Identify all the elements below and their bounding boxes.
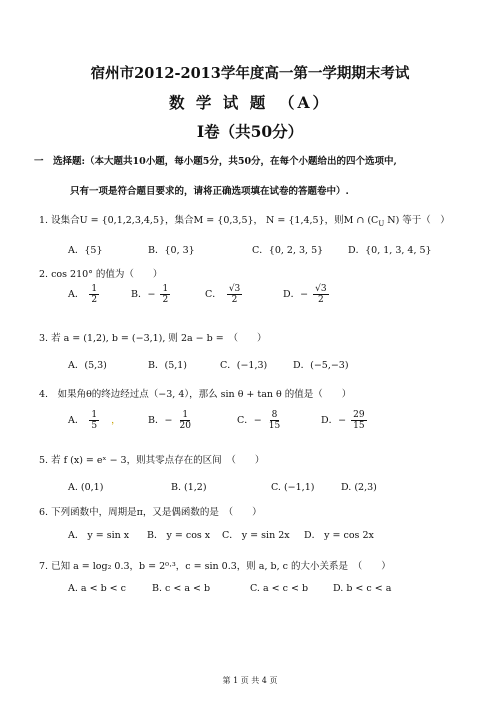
- section-instruction-line1: 一 选择题:（本大题共10小题，每小题5分，共50分，在每个小题给出的四个选项中,: [34, 156, 397, 167]
- fraction-numerator: 1: [162, 284, 169, 294]
- fraction: [227, 284, 242, 305]
- answer-option: A. a < b < c: [68, 583, 126, 594]
- answer-option: C. a < c < b: [250, 583, 309, 594]
- option-sign: −: [338, 415, 347, 426]
- fraction: [160, 284, 170, 305]
- page-footer: 第 1 页 共 4 页: [222, 676, 278, 685]
- answer-option: B. c < a < b: [152, 583, 211, 594]
- option-sign: −: [300, 289, 309, 300]
- answer-option: [68, 284, 101, 305]
- option-label: C．: [237, 415, 254, 426]
- fraction: [313, 284, 328, 305]
- complement-subscript: U: [378, 219, 385, 228]
- answer-option: [68, 410, 121, 431]
- question-stem-tail: N) 等于（ ）: [384, 215, 450, 226]
- option-sign: −: [164, 415, 173, 426]
- fraction-numerator: 8: [271, 410, 278, 420]
- option-label: D．: [321, 415, 339, 426]
- fraction-numerator: √3: [228, 284, 241, 294]
- fraction-denominator: 5: [91, 421, 98, 431]
- answer-option: [321, 410, 369, 431]
- answer-option: A． y = sin x: [68, 530, 130, 541]
- fraction-numerator: 1: [91, 284, 98, 294]
- answer-option: B. (1,2): [171, 482, 207, 493]
- section-instruction-line2: 只有一项是符合题目要求的，请将正确选项填在试卷的答题卷中）.: [70, 186, 349, 197]
- question-stem-text: 1. 设集合U = {0,1,2,3,4,5}，集合M = {0,3,5}， N = {1,4,5}，则M ∩ (C: [39, 215, 379, 226]
- fraction-denominator: 15: [268, 421, 281, 431]
- answer-option: C．{0, 2, 3, 5}: [252, 245, 324, 256]
- fraction-denominator: 2: [231, 295, 238, 305]
- answer-option: C．(−1,3): [220, 360, 268, 371]
- option-label: B．: [148, 415, 165, 426]
- option-trailing-mark: ，: [111, 415, 121, 426]
- answer-option: D．{0, 1, 3, 4, 5}: [348, 245, 432, 256]
- fraction-denominator: 20: [179, 421, 191, 431]
- answer-option: [131, 284, 172, 305]
- fraction-numerator: √3: [315, 284, 327, 294]
- question-stem: 6. 下列函数中，周期是π，又是偶函数的是 （ ）: [39, 507, 262, 518]
- option-label: D．: [283, 289, 301, 300]
- fraction-denominator: 15: [353, 421, 365, 431]
- fraction-numerator: 1: [182, 410, 189, 420]
- option-label: B．: [131, 289, 148, 300]
- question-stem: 3. 若 a = (1,2), b = (−3,1), 则 2a − b = （ ）: [39, 333, 267, 344]
- fraction-denominator: 2: [317, 295, 324, 305]
- fraction: [89, 410, 99, 431]
- option-label: A．: [68, 415, 85, 426]
- answer-option: B． y = cos x: [147, 530, 211, 541]
- option-sign: −: [147, 289, 156, 300]
- answer-option: [205, 284, 244, 305]
- option-label: A．: [68, 289, 85, 300]
- answer-option: C. (−1,1): [271, 482, 315, 493]
- fraction-numerator: 29: [353, 410, 365, 420]
- question-stem: 5. 若 f (x) = eˣ − 3，则其零点存在的区间 （ ）: [39, 455, 265, 466]
- answer-option: [148, 410, 195, 431]
- answer-option: A. (0,1): [68, 482, 104, 493]
- answer-option: D．(−5,−3): [293, 360, 349, 371]
- answer-option: [283, 284, 331, 305]
- fraction: [351, 410, 366, 431]
- exam-title: 宿州市2012-2013学年度高一第一学期期末考试: [90, 65, 410, 82]
- answer-option: [237, 410, 284, 431]
- option-label: C．: [205, 289, 222, 300]
- answer-option: D. (2,3): [341, 482, 377, 493]
- question-stem: 7. 已知 a = log₂ 0.3，b = 2⁰·³，c = sin 0.3，则 a, b, c 的大小关系是 （ ）: [39, 561, 391, 572]
- option-sign: −: [253, 415, 262, 426]
- question-stem: 2. cos 210° 的值为（ ）: [39, 269, 163, 280]
- fraction: [177, 410, 192, 431]
- part-title: Ⅰ卷（共50分）: [196, 122, 304, 141]
- fraction-denominator: 2: [91, 295, 98, 305]
- fraction-numerator: 1: [91, 410, 98, 420]
- question-stem: 4. 如果角θ的终边经过点（−3, 4），那么 sin θ + tan θ 的值是（ ）: [39, 389, 352, 400]
- fraction-denominator: 2: [162, 295, 169, 305]
- answer-option: B．{0, 3}: [148, 245, 195, 256]
- question-stem: [39, 212, 450, 228]
- answer-option: C． y = sin 2x: [222, 530, 290, 541]
- answer-option: D. b < c < a: [333, 583, 392, 594]
- answer-option: B．(5,1): [148, 360, 188, 371]
- fraction: [267, 410, 282, 431]
- answer-option: A．{5}: [68, 245, 103, 256]
- answer-option: A．(5,3): [68, 360, 107, 371]
- fraction: [89, 284, 99, 305]
- subject-title: 数 学 试 题 （A）: [169, 93, 331, 112]
- answer-option: D． y = cos 2x: [304, 530, 374, 541]
